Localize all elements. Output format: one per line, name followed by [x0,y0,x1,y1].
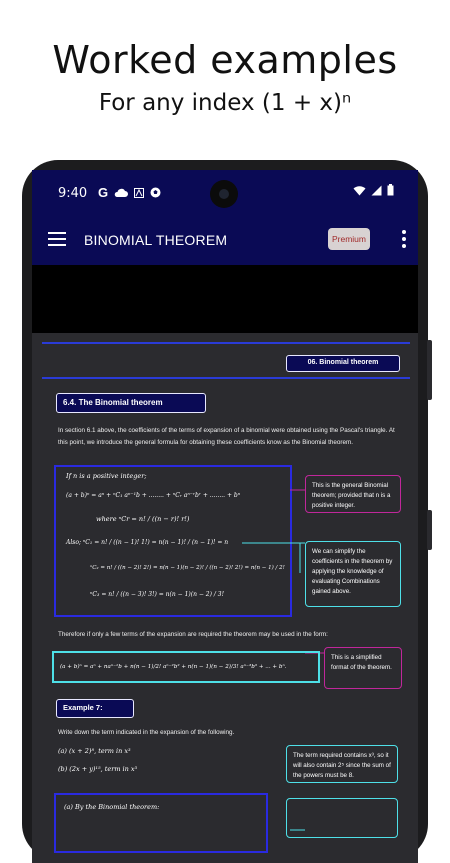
simplified-formula: (a + b)ⁿ = aⁿ + naⁿ⁻¹b + n(n − 1)/2! aⁿ⁻²b² + n(n − 1)(n − 2)/3! aⁿ⁻³b³ + ... + bⁿ. [60,664,287,670]
formula-condition: If n is a positive integer; [66,472,147,480]
section-divider [42,342,410,344]
example-part-a: (a) (x + 2)⁸, term in x³ [58,747,131,755]
promo-subtitle: For any index (1 + x)ⁿ [98,90,352,116]
front-camera [210,180,238,208]
formula-general: (a + b)ⁿ = aⁿ + ⁿC₁ aⁿ⁻¹b + ........ + ⁿCᵣ aⁿ⁻ʳbʳ + ........ + bⁿ [66,492,241,499]
app-title: BINOMIAL THEOREM [84,232,228,248]
signal-icon [371,185,382,196]
solution-box [54,793,268,853]
status-bar [32,170,418,218]
adguard-icon [134,188,144,198]
status-time: 9:40 [58,186,88,201]
note-simplified-format: This is a simplified format of the theorem. [324,647,402,689]
phone-frame [22,160,428,860]
phone-screen [32,170,418,860]
formula-nc1: Also; ⁿC₁ = n! / ((n − 1)! 1!) = n(n − 1)! / (n − 1)! = n [66,539,229,546]
simplified-formula-box [52,651,320,683]
app-bar [32,218,418,265]
more-options-icon[interactable] [402,230,406,251]
google-icon: G [98,185,109,200]
example-part-b: (b) (2x + y)¹⁵, term in x³ [58,765,138,773]
hamburger-menu-icon[interactable] [48,232,66,246]
premium-button[interactable]: Premium [328,228,370,250]
cloud-icon [114,188,128,198]
section-divider [42,377,410,379]
note-term-required: The term required contains x³, so it will also contain 2⁵ since the sum of the powers must be 8. [286,745,398,783]
promo-title: Worked examples [52,38,398,82]
status-notification-icons [88,185,161,200]
section-tag: 06. Binomial theorem [286,355,400,372]
example-heading: Example 7: [56,699,134,718]
formula-nc3: ⁿC₃ = n! / ((n − 3)! 3!) = n(n − 1)(n − 2) / 3! [90,591,224,598]
formula-ncr: where ⁿCr = n! / ((n − r)! r!) [96,515,190,523]
note-solution [286,798,398,838]
document-content[interactable] [32,333,418,863]
status-system-icons [353,184,394,196]
volume-button [427,340,432,400]
paragraph-simplified-form: Therefore if only a few terms of the expansion are required the theorem may be used in the form: [58,631,328,638]
power-button [427,510,432,550]
note-simplify-coefficients: We can simplify the coefficients in the theorem by applying the knowledge of evaluating Combinations gained above. [305,541,401,607]
theorem-formula-box [54,465,292,617]
formula-nc2: ⁿC₂ = n! / ((n − 2)! 2!) = n(n − 1)(n − 2)! / ((n − 2)! 2!) = n(n − 1) / 2! [90,565,285,571]
intro-paragraph: In section 6.1 above, the coefficients of the terms of expansion of a binomial were obtained using the Pascal's triangle. At this point, we introduce the general formula for obtaining these coefficients know as the Binomial theorem. [58,427,395,446]
football-icon [150,187,161,198]
wifi-icon [353,185,366,196]
note-general-theorem: This is the general Binomial theorem; provided that n is a positive integer. [305,475,401,513]
example-prompt: Write down the term indicated in the expansion of the following. [58,729,235,736]
battery-icon [387,184,394,196]
banner-area [32,265,418,333]
section-heading: 6.4. The Binomial theorem [56,393,206,413]
solution-label: (a) By the Binomial theorem: [64,803,160,811]
